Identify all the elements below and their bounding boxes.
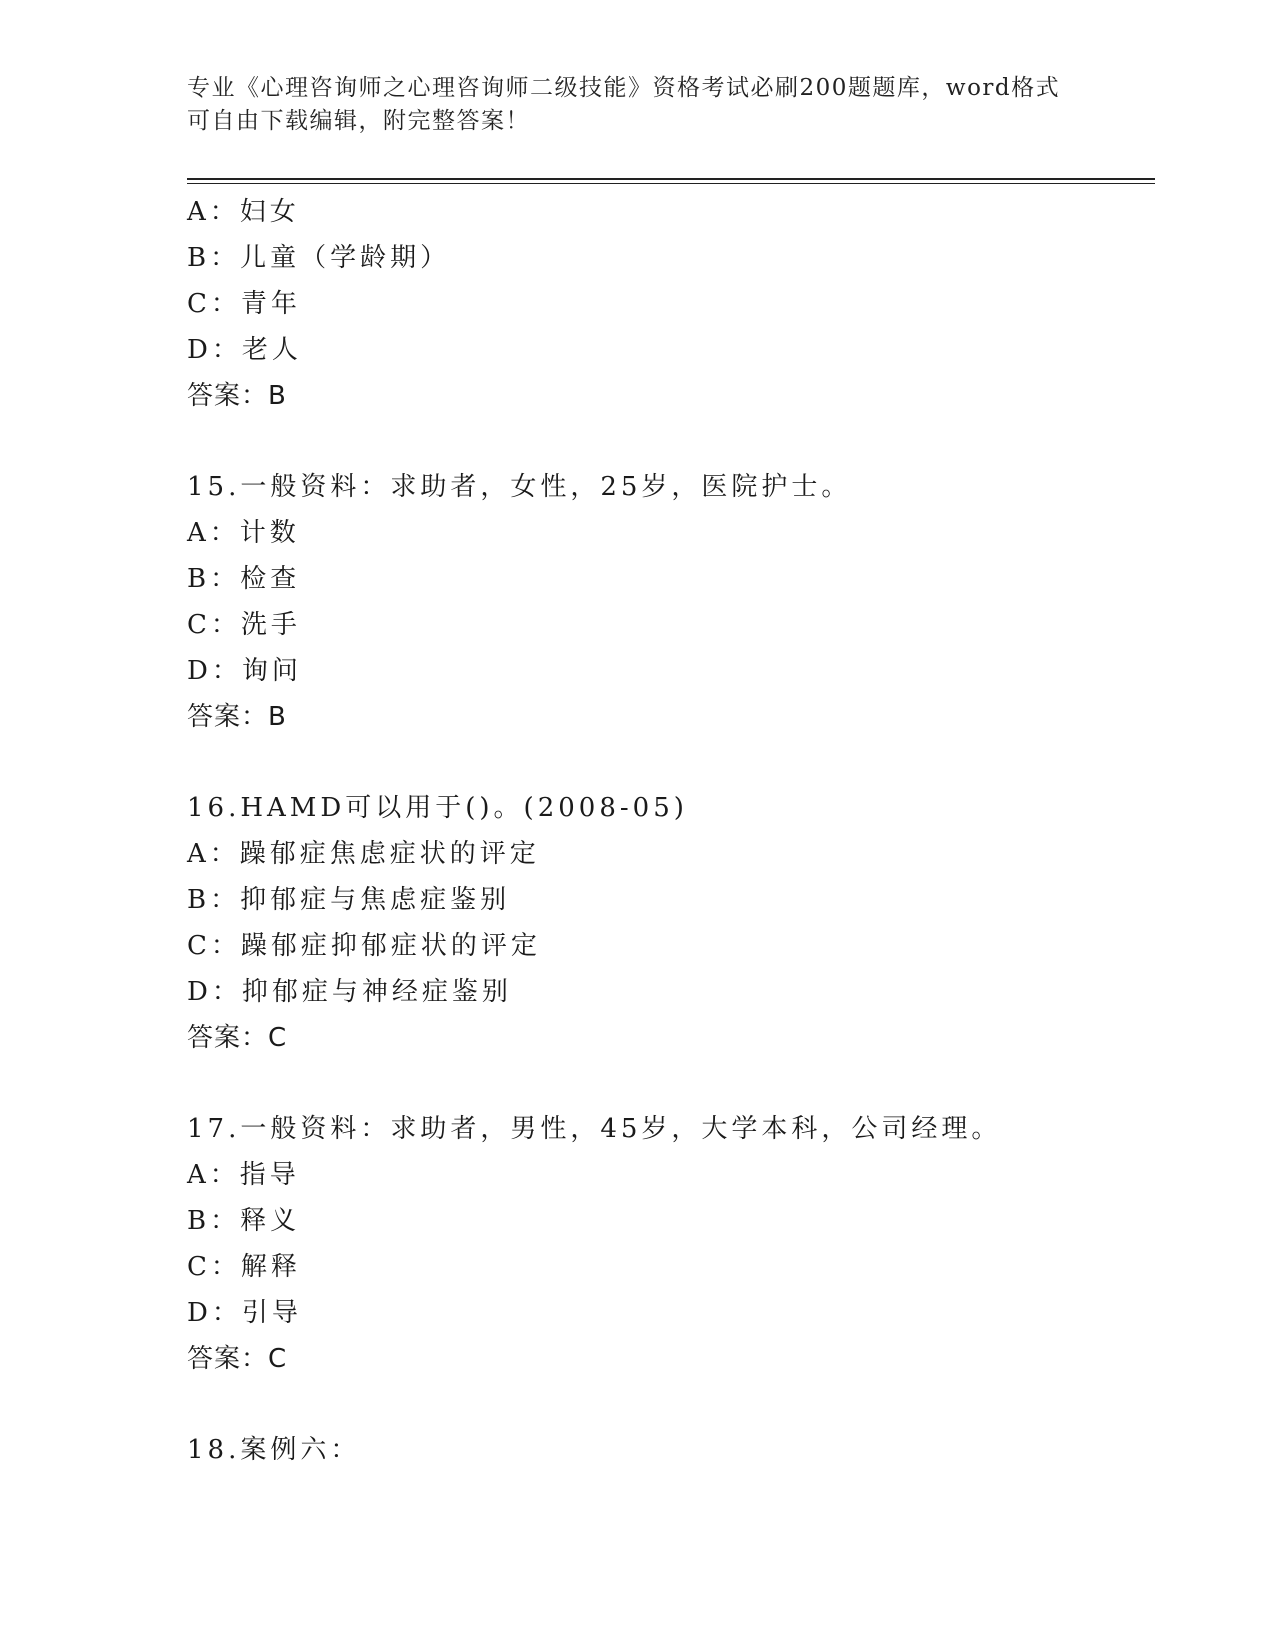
question-list [187, 189, 1147, 1473]
question-17-block [187, 1106, 1147, 1382]
answer: 答案：C [187, 1344, 288, 1374]
option-a: A：计数 [187, 518, 300, 548]
option-b: B：儿童（学龄期） [187, 243, 451, 273]
header-divider [187, 178, 1155, 180]
option-a: A：妇女 [187, 197, 300, 227]
option-a: A：躁郁症焦虑症状的评定 [187, 839, 540, 869]
header-line-2: 可自由下载编辑，附完整答案！ [187, 108, 530, 134]
header-divider-thin [187, 183, 1155, 184]
question-text: 16.HAMD可以用于()。(2008-05) [187, 793, 688, 823]
answer: 答案：B [187, 381, 287, 411]
question-15-block [187, 464, 1147, 740]
option-d: D：老人 [187, 335, 302, 365]
question-text: 15.一般资料：求助者，女性，25岁，医院护士。 [187, 472, 852, 502]
question-text: 18.案例六： [187, 1435, 361, 1465]
option-c: C：青年 [187, 289, 301, 319]
answer: 答案：B [187, 702, 287, 732]
option-d: D：抑郁症与神经症鉴别 [187, 977, 512, 1007]
question-14-block [187, 189, 1147, 419]
option-d: D：引导 [187, 1298, 302, 1328]
option-c: C：躁郁症抑郁症状的评定 [187, 931, 541, 961]
option-a: A：指导 [187, 1160, 300, 1190]
option-d: D：询问 [187, 656, 302, 686]
header-line-1: 专业《心理咨询师之心理咨询师二级技能》资格考试必刷200题题库，word格式 [187, 75, 1061, 101]
option-b: B：抑郁症与焦虑症鉴别 [187, 885, 511, 915]
option-b: B：检查 [187, 564, 301, 594]
option-b: B：释义 [187, 1206, 301, 1236]
question-16-block [187, 785, 1147, 1061]
document-header [187, 72, 1087, 138]
option-c: C：洗手 [187, 610, 301, 640]
option-c: C：解释 [187, 1252, 301, 1282]
question-18-block [187, 1427, 1147, 1473]
question-text: 17.一般资料：求助者，男性，45岁，大学本科，公司经理。 [187, 1114, 1002, 1144]
answer: 答案：C [187, 1023, 288, 1053]
